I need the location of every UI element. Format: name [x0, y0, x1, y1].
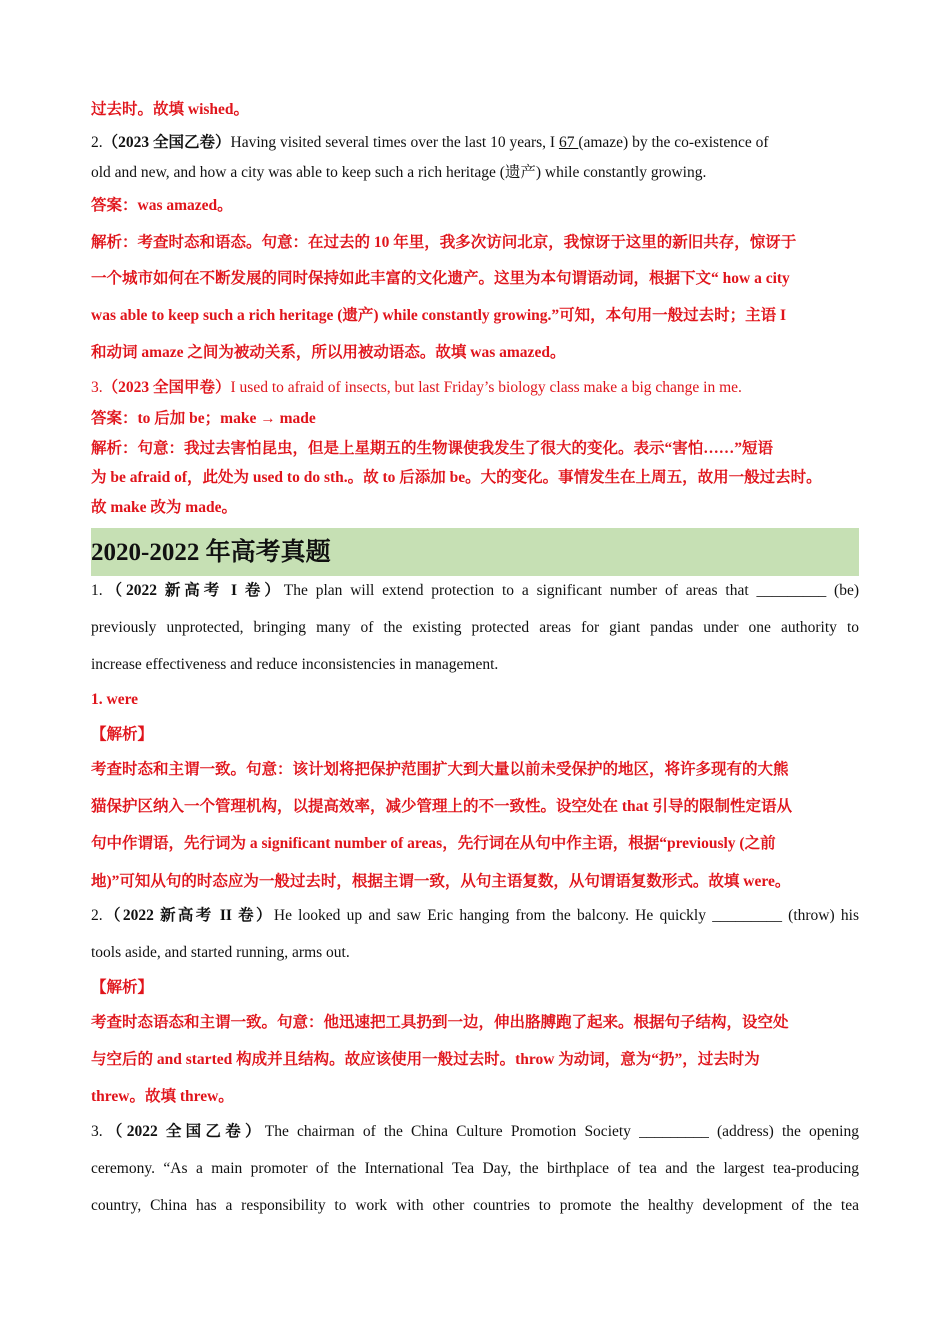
- item-3-line1: [91, 1122, 859, 1142]
- question-number: 3.: [91, 1123, 103, 1140]
- question-source: （2022 全国乙卷）: [102, 1123, 265, 1140]
- question-text: I used to afraid of insects, but last Friday’s biology class make a big change in me.: [230, 379, 742, 396]
- answer-line: 1. were: [91, 691, 139, 708]
- explanation-line: 句中作谓语，先行词为 a significant number of areas，先行词在从句中作主语，根据“previously (之前: [91, 835, 776, 852]
- explanation-line: 考查时态和主谓一致。句意：该计划将把保护范围扩大到大量以前未受保护的地区，将许多现有的大熊: [91, 761, 789, 778]
- item-1-line1: [91, 581, 859, 601]
- answer-line: 答案：was amazed。: [91, 197, 233, 214]
- question-text: Having visited several times over the last 10 years, I: [230, 134, 559, 151]
- question-2023-b-line1: [91, 133, 769, 153]
- answer-line: 答案：to 后加 be；make → made: [91, 410, 316, 427]
- prev-explanation-end: 过去时。故填 wished。: [91, 101, 250, 118]
- question-text: The chairman of the China Culture Promotion Society _________ (address) the opening: [264, 1123, 859, 1140]
- item-1-line2: previously unprotected, bringing many of the existing protected areas for giant pandas under one authority to: [91, 619, 859, 636]
- explanation-line: 和动词 amaze 之间为被动关系，所以用被动语态。故填 was amazed。: [91, 344, 566, 361]
- item-3-line3: country, China has a responsibility to work with other countries to promote the healthy development of the tea: [91, 1197, 859, 1214]
- explanation-line: 为 be afraid of，此处为 used to do sth.。故 to 后添加 be。大的变化。事情发生在上周五，故用一般过去时。: [91, 469, 822, 486]
- question-2023-a: [91, 378, 742, 398]
- item-1-line3: increase effectiveness and reduce inconsistencies in management.: [91, 656, 499, 673]
- explanation-line: 解析：句意：我过去害怕昆虫，但是上星期五的生物课使我发生了很大的变化。表示“害怕……”短语: [91, 440, 774, 457]
- item-3-line2: ceremony. “As a main promoter of the International Tea Day, the birthplace of tea and the largest tea-producing: [91, 1160, 859, 1177]
- explanation-line: 故 make 改为 made。: [91, 499, 237, 516]
- question-source: （2022 新高考 I 卷）: [102, 582, 284, 599]
- item-2-line2: tools aside, and started running, arms out.: [91, 944, 350, 961]
- explanation-line: 解析：考查时态和语态。句意：在过去的 10 年里，我多次访问北京，我惊讶于这里的新旧共存，惊讶于: [91, 234, 797, 251]
- question-source: （2023 全国甲卷）: [102, 379, 231, 396]
- explanation-line: 地)”可知从句的时态应为一般过去时，根据主谓一致，从句主语复数，从句谓语复数形式。故填 were。: [91, 873, 791, 890]
- item-2-line1: [91, 906, 859, 926]
- explanation-tag: 【解析】: [91, 726, 154, 743]
- explanation-line: 猫保护区纳入一个管理机构，以提高效率，减少管理上的不一致性。设空处在 that 引导的限制性定语从: [91, 798, 792, 815]
- question-number: 1.: [91, 582, 103, 599]
- question-source: （2023 全国乙卷）: [102, 134, 231, 151]
- question-text: He looked up and saw Eric hanging from the balcony. He quickly _________ (throw) his: [273, 907, 859, 924]
- explanation-line: threw。故填 threw。: [91, 1088, 234, 1105]
- explanation-line: 一个城市如何在不断发展的同时保持如此丰富的文化遗产。这里为本句谓语动词，根据下文“ how a city: [91, 270, 790, 287]
- question-text: The plan will extend protection to a significant number of areas that _________ (be): [283, 582, 859, 599]
- explanation-tag: 【解析】: [91, 979, 154, 996]
- question-source: （2022 新高考 II 卷）: [102, 907, 274, 924]
- question-number: 2.: [91, 907, 103, 924]
- question-number: 3.: [91, 379, 103, 396]
- explanation-line: was able to keep such a rich heritage (遗产) while constantly growing.”可知，本句用一般过去时；主语 I: [91, 307, 787, 324]
- question-2023-b-line2: old and new, and how a city was able to keep such a rich heritage (遗产) while constantly growing.: [91, 164, 707, 181]
- section-heading: 2020-2022 年高考真题: [91, 528, 859, 576]
- explanation-line: 与空后的 and started 构成并且结构。故应该使用一般过去时。throw 为动词，意为“扔”，过去时为: [91, 1051, 760, 1068]
- explanation-line: 考查时态语态和主谓一致。句意：他迅速把工具扔到一边，伸出胳膊跑了起来。根据句子结构，设空处: [91, 1014, 789, 1031]
- blank-67: 67: [558, 134, 579, 151]
- question-number: 2.: [91, 134, 103, 151]
- question-text: (amaze) by the co-existence of: [578, 134, 769, 151]
